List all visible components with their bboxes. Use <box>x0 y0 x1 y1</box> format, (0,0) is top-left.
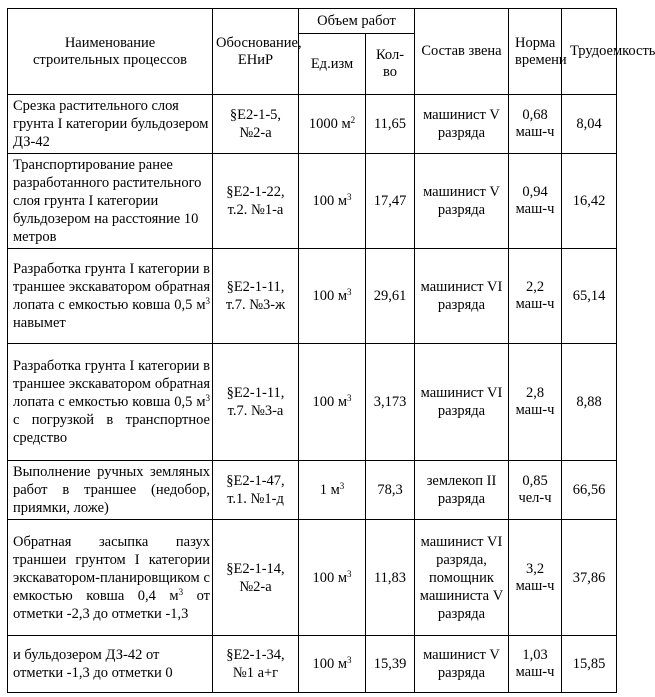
norm-unit: маш-ч <box>515 402 555 418</box>
process-name-sup: 3 <box>178 586 184 597</box>
norm-unit: маш-ч <box>515 577 555 594</box>
norm-value: 0,68 <box>522 107 548 123</box>
unit-sup: 3 <box>339 481 345 491</box>
unit-text: 100 м <box>312 656 348 672</box>
table-row <box>8 636 617 693</box>
labor-cell: 66,56 <box>562 461 617 520</box>
labor-cell: 16,42 <box>562 154 617 249</box>
header-crew: Состав звена <box>415 9 509 95</box>
process-name-cell <box>8 249 213 344</box>
process-name: Транспортирование ранее разработанного растительного слоя грунта I категории бульдозером на расстояние 10 метров <box>8 154 213 249</box>
process-name-cell <box>8 344 213 461</box>
unit-sup: 3 <box>347 655 352 665</box>
labor-cell: 65,14 <box>562 249 617 344</box>
unit-text: 1 м <box>319 482 340 498</box>
process-name-tail: от отметки -2,3 до отметки -1,3 <box>13 587 211 622</box>
process-name-cell <box>8 520 213 636</box>
process-name: Разработка грунта I категории в траншее экскаватором обратная лопата с емкостью ковша 0,5 м <box>13 261 210 313</box>
unit-cell <box>299 95 366 154</box>
table-row <box>8 154 617 249</box>
crew-cell: машинист VI разряда <box>415 344 509 461</box>
norm-value: 2,8 <box>525 385 545 401</box>
norm-unit: чел-ч <box>518 490 552 506</box>
process-name: Обратная засыпка пазух траншеи грунтом I категории экскаватором-планировщиком с емкостью ковша 0,4 м <box>13 533 210 604</box>
basis-code: §Е2-1-22, т.2. №1-а <box>213 154 299 249</box>
qty-cell: 78,3 <box>366 461 415 520</box>
qty-cell: 15,39 <box>366 636 415 693</box>
unit-sup: 2 <box>350 115 356 125</box>
norm-cell <box>509 95 562 154</box>
unit-sup: 3 <box>347 192 352 202</box>
table-row <box>8 249 617 344</box>
norm-cell <box>509 520 562 636</box>
crew-cell: землекоп II разряда <box>415 461 509 520</box>
unit-cell <box>299 154 366 249</box>
unit-cell <box>299 344 366 461</box>
labor-cell: 37,86 <box>562 520 617 636</box>
norm-unit: маш-ч <box>515 124 555 140</box>
norm-cell <box>509 249 562 344</box>
unit-sup: 3 <box>347 393 352 403</box>
qty-cell: 11,83 <box>366 520 415 636</box>
unit-cell <box>299 520 366 636</box>
unit-cell <box>299 636 366 693</box>
header-volume: Объем работ <box>299 9 415 34</box>
norm-cell <box>509 461 562 520</box>
basis-code: §Е2-1-11, т.7. №3-а <box>213 344 299 461</box>
basis-code: §Е2-1-34, №1 а+г <box>213 636 299 693</box>
crew-cell: машинист V разряда <box>415 95 509 154</box>
basis-code: §Е2-1-11, т.7. №3-ж <box>213 249 299 344</box>
crew-cell: машинист VI разряда, помощник машиниста V разряда <box>415 520 509 636</box>
norm-value: 0,94 <box>522 184 548 200</box>
crew-cell: машинист V разряда <box>415 636 509 693</box>
qty-cell: 17,47 <box>366 154 415 249</box>
unit-cell <box>299 249 366 344</box>
basis-code: §Е2-1-47, т.1. №1-д <box>213 461 299 520</box>
qty-cell: 11,65 <box>366 95 415 154</box>
norm-value: 2,2 <box>525 279 545 295</box>
norm-unit: маш-ч <box>515 296 555 312</box>
unit-text: 100 м <box>312 288 348 304</box>
norm-value: 3,2 <box>525 560 545 577</box>
labor-cell: 15,85 <box>562 636 617 693</box>
table-row <box>8 95 617 154</box>
table-row <box>8 520 617 636</box>
process-name-tail: с погрузкой в транспортное средство <box>13 412 210 446</box>
header-name: Наименование строительных процессов <box>8 9 213 95</box>
labor-cell: 8,88 <box>562 344 617 461</box>
norm-cell <box>509 154 562 249</box>
work-table <box>7 8 655 693</box>
unit-text: 1000 м <box>308 116 351 132</box>
norm-unit: маш-ч <box>515 664 555 680</box>
process-name: и бульдозером ДЗ-42 от отметки -1,3 до отметки 0 <box>8 636 213 693</box>
norm-cell <box>509 344 562 461</box>
process-name-sup: 3 <box>205 393 210 403</box>
header-qty: Кол-во <box>366 34 415 95</box>
qty-cell: 3,173 <box>366 344 415 461</box>
process-name: Разработка грунта I категории в траншее экскаватором обратная лопата с емкостью ковша 0,5 м <box>13 358 210 410</box>
unit-text: 100 м <box>312 569 348 586</box>
header-norm: Норма времени <box>509 9 562 95</box>
table-row <box>8 461 617 520</box>
labor-cell: 8,04 <box>562 95 617 154</box>
norm-value: 1,03 <box>522 647 548 663</box>
basis-code: §Е2-1-5, №2-а <box>213 95 299 154</box>
norm-cell <box>509 636 562 693</box>
qty-cell: 29,61 <box>366 249 415 344</box>
header-unit: Ед.изм <box>299 34 366 95</box>
process-name-tail: навымет <box>13 315 66 331</box>
unit-cell <box>299 461 366 520</box>
norm-value: 0,85 <box>522 473 548 489</box>
basis-code: §Е2-1-14, №2-а <box>213 520 299 636</box>
process-name: Выполнение ручных земляных работ в траншее (недобор, приямки, ложе) <box>8 461 213 520</box>
header-row-1 <box>8 9 617 34</box>
unit-text: 100 м <box>312 193 348 209</box>
crew-cell: машинист VI разряда <box>415 249 509 344</box>
table-row <box>8 344 617 461</box>
unit-text: 100 м <box>312 394 348 410</box>
process-name-sup: 3 <box>205 296 210 306</box>
norm-unit: маш-ч <box>515 201 555 217</box>
process-name: Срезка растительного слоя грунта I категории бульдозером ДЗ-42 <box>8 95 213 154</box>
unit-sup: 3 <box>347 287 352 297</box>
header-basis: Обоснование, ЕНиР <box>213 9 299 95</box>
unit-sup: 3 <box>347 568 352 579</box>
crew-cell: машинист V разряда <box>415 154 509 249</box>
header-labor: Трудоемкость <box>562 9 617 95</box>
